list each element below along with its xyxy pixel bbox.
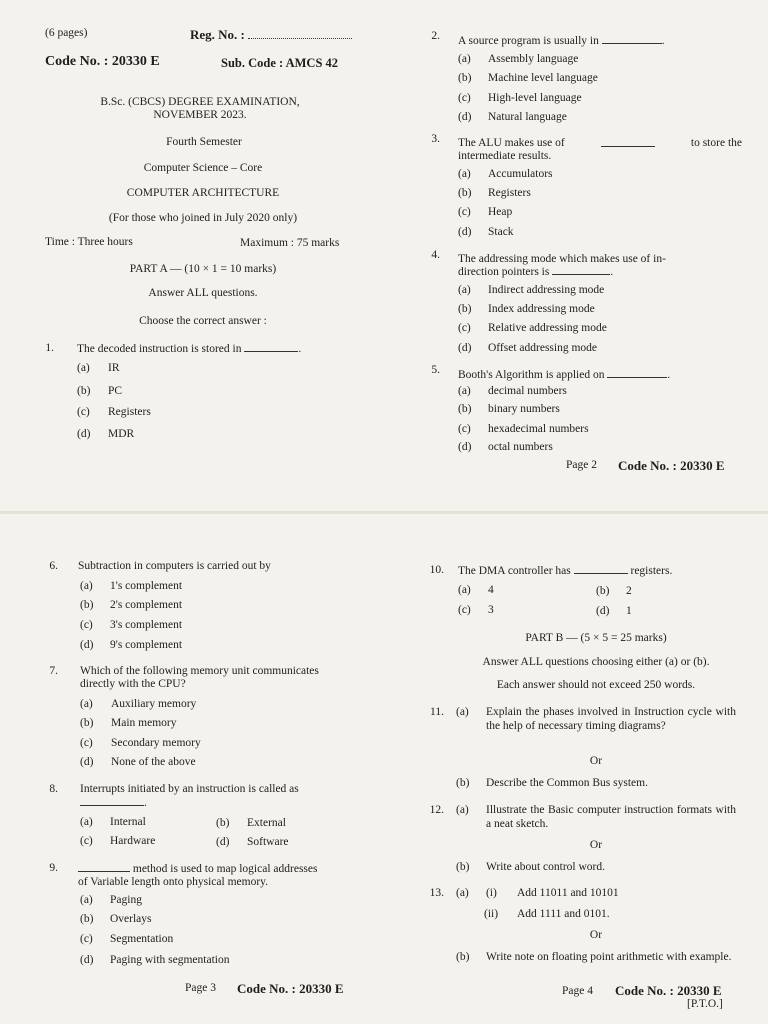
option-text: Software — [247, 836, 289, 848]
option-label: (d) — [216, 836, 230, 848]
option-label: (d) — [458, 441, 472, 453]
question-text-line2: . — [80, 796, 147, 811]
option-label: (c) — [80, 737, 93, 749]
option-text: None of the above — [111, 756, 196, 768]
option-text: hexadecimal numbers — [488, 423, 589, 435]
question-number: 9. — [49, 862, 58, 874]
option-text: Internal — [110, 816, 146, 828]
option-label: (a) — [458, 168, 471, 180]
option-label: (c) — [80, 835, 93, 847]
option-label: (b) — [456, 777, 470, 789]
option-label: (b) — [456, 861, 470, 873]
question-number: 8. — [49, 783, 58, 795]
option-text: 1's complement — [110, 580, 183, 592]
option-label: (a) — [80, 580, 93, 592]
instruction-choose-either: Answer ALL questions choosing either (a) or (b). — [482, 656, 710, 668]
question-number: 3. — [431, 133, 440, 145]
option-label: (b) — [216, 817, 230, 829]
page-fold-divider — [0, 511, 768, 514]
option-label: (d) — [80, 756, 94, 768]
question-number: 7. — [49, 665, 58, 677]
option-text: Main memory — [111, 717, 177, 729]
option-text: Accumulators — [488, 168, 553, 180]
reg-no-blank — [248, 29, 352, 39]
option-text: 4 — [488, 584, 494, 596]
option-label: (a) — [456, 804, 469, 816]
option-label: (d) — [596, 605, 610, 617]
instruction-answer-all: Answer ALL questions. — [148, 287, 258, 299]
question-part-a-text: Illustrate the Basic computer instruction formats with a neat sketch. — [486, 804, 736, 830]
exam-title-line2: NOVEMBER 2023. — [153, 109, 247, 121]
reg-no-label: Reg. No. : — [190, 27, 245, 42]
option-label: (d) — [458, 226, 472, 238]
option-text: Heap — [488, 206, 513, 218]
question-number: 4. — [431, 249, 440, 261]
question-text: method is used to map logical addresses — [78, 862, 317, 877]
option-text: 2's complement — [110, 599, 183, 611]
part-a-heading: PART A — (10 × 1 = 10 marks) — [129, 263, 277, 275]
option-label: (c) — [80, 619, 93, 631]
option-label: (b) — [458, 187, 472, 199]
option-label: (b) — [456, 951, 470, 963]
time-limit: Time : Three hours — [45, 236, 133, 248]
question-part-a-text: Explain the phases involved in Instruction cycle with the help of necessary timing diagrams? — [486, 706, 736, 732]
option-text: octal numbers — [488, 441, 553, 453]
option-text: MDR — [108, 428, 135, 440]
question-number: 10. — [429, 564, 444, 576]
page-footer-code: Code No. : 20330 E — [615, 983, 722, 998]
option-label: (a) — [456, 887, 469, 899]
sub-part-label: (i) — [486, 887, 497, 899]
option-label: (b) — [458, 403, 472, 415]
question-text-line2: of Variable length onto physical memory. — [78, 876, 269, 888]
sub-part-text: Add 1111 and 0101. — [517, 908, 610, 920]
reg-no-field — [190, 27, 352, 43]
option-text: Auxiliary memory — [111, 698, 197, 710]
option-label: (d) — [458, 342, 472, 354]
option-text: Secondary memory — [111, 737, 201, 749]
question-number: 11. — [430, 706, 444, 718]
please-turn-over: [P.T.O.] — [687, 998, 723, 1010]
option-label: (a) — [458, 53, 471, 65]
option-text: Index addressing mode — [488, 303, 595, 315]
question-text: Interrupts initiated by an instruction is called as — [80, 783, 299, 795]
page-footer-number: Page 3 — [185, 982, 216, 994]
option-label: (b) — [80, 599, 94, 611]
option-text: 2 — [626, 585, 632, 597]
question-part-b-text: Write about control word. — [486, 861, 605, 873]
option-label: (a) — [80, 894, 93, 906]
question-number: 13. — [429, 887, 444, 899]
option-text: 1 — [626, 605, 632, 617]
option-text: External — [247, 817, 286, 829]
option-text: Overlays — [110, 913, 152, 925]
exam-title-line1: B.Sc. (CBCS) DEGREE EXAMINATION, — [100, 96, 300, 108]
semester: Fourth Semester — [166, 136, 242, 148]
question-part-b-text: Write note on floating point arithmetic with example. — [486, 951, 732, 963]
option-text: IR — [108, 362, 120, 374]
option-label: (b) — [458, 72, 472, 84]
page-footer-number: Page 2 — [566, 459, 597, 471]
instruction-word-limit: Each answer should not exceed 250 words. — [496, 679, 696, 691]
option-text: Registers — [488, 187, 531, 199]
question-text: The ALU makes use of to store the — [458, 137, 742, 149]
question-part-b-text: Describe the Common Bus system. — [486, 777, 648, 789]
question-number: 6. — [49, 560, 58, 572]
question-text: A source program is usually in . — [458, 35, 665, 47]
option-text: Stack — [488, 226, 514, 238]
or-separator: Or — [589, 839, 603, 851]
question-text: The DMA controller has registers. — [458, 565, 673, 577]
question-text-line2: direction pointers is . — [458, 266, 614, 278]
option-text: Offset addressing mode — [488, 342, 598, 354]
option-label: (d) — [458, 111, 472, 123]
page-2 — [384, 0, 768, 512]
option-label: (c) — [77, 406, 90, 418]
option-label: (d) — [77, 428, 91, 440]
or-separator: Or — [589, 755, 603, 767]
sub-code: Sub. Code : AMCS 42 — [221, 56, 339, 70]
subject-title: COMPUTER ARCHITECTURE — [126, 187, 280, 199]
option-label: (c) — [458, 604, 471, 616]
option-text: Segmentation — [110, 933, 174, 945]
option-text: Natural language — [488, 111, 567, 123]
option-label: (c) — [80, 933, 93, 945]
option-label: (c) — [458, 206, 471, 218]
eligibility-note: (For those who joined in July 2020 only) — [108, 212, 298, 224]
option-text: 9's complement — [110, 639, 183, 651]
option-label: (c) — [458, 322, 471, 334]
max-marks: Maximum : 75 marks — [240, 237, 340, 249]
option-label: (d) — [80, 954, 94, 966]
question-number: 2. — [431, 30, 440, 42]
option-text: Paging with segmentation — [110, 954, 230, 966]
option-label: (a) — [458, 284, 471, 296]
option-label: (b) — [80, 717, 94, 729]
option-label: (a) — [458, 385, 471, 397]
page-4 — [384, 512, 768, 1024]
question-number: 12. — [429, 804, 444, 816]
option-label: (a) — [456, 706, 469, 718]
option-label: (d) — [80, 639, 94, 651]
option-text: Relative addressing mode — [488, 322, 607, 334]
option-label: (a) — [80, 698, 93, 710]
page-footer-number: Page 4 — [562, 985, 593, 997]
question-text: Subtraction in computers is carried out by — [78, 560, 271, 572]
option-text: PC — [108, 385, 123, 397]
option-label: (a) — [77, 362, 90, 374]
option-text: Assembly language — [488, 53, 579, 65]
sub-part-label: (ii) — [484, 908, 499, 920]
option-text: binary numbers — [488, 403, 560, 415]
option-text: 3's complement — [110, 619, 183, 631]
or-separator: Or — [589, 929, 603, 941]
stream: Computer Science – Core — [143, 162, 263, 174]
question-text-line2: intermediate results. — [458, 150, 552, 162]
option-text: Registers — [108, 406, 151, 418]
option-text: 3 — [488, 604, 494, 616]
question-text: The decoded instruction is stored in . — [77, 343, 302, 355]
page-1 — [0, 0, 384, 512]
question-text: The addressing mode which makes use of in- — [458, 253, 666, 265]
option-label: (c) — [458, 92, 471, 104]
option-label: (b) — [77, 385, 91, 397]
option-label: (a) — [458, 584, 471, 596]
option-text: High-level language — [488, 92, 582, 104]
question-text-line2: directly with the CPU? — [80, 678, 186, 690]
option-text: Indirect addressing mode — [488, 284, 605, 296]
question-number: 1. — [45, 342, 54, 354]
option-text: decimal numbers — [488, 385, 567, 397]
question-number: 5. — [431, 364, 440, 376]
option-text: Paging — [110, 894, 142, 906]
code-number: Code No. : 20330 E — [45, 54, 160, 69]
page-count: (6 pages) — [45, 27, 88, 39]
option-label: (c) — [458, 423, 471, 435]
option-label: (a) — [80, 816, 93, 828]
page-footer-code: Code No. : 20330 E — [618, 458, 725, 473]
option-label: (b) — [80, 913, 94, 925]
option-label: (b) — [458, 303, 472, 315]
option-text: Machine level language — [488, 72, 598, 84]
option-text: Hardware — [110, 835, 156, 847]
part-b-heading: PART B — (5 × 5 = 25 marks) — [525, 632, 667, 644]
sub-part-text: Add 11011 and 10101 — [517, 887, 619, 899]
question-text: Booth's Algorithm is applied on . — [458, 369, 671, 381]
page-footer-code: Code No. : 20330 E — [237, 981, 344, 996]
instruction-choose: Choose the correct answer : — [139, 315, 267, 327]
question-text: Which of the following memory unit communicates — [80, 665, 319, 677]
option-label: (b) — [596, 585, 610, 597]
page-3 — [0, 512, 384, 1024]
